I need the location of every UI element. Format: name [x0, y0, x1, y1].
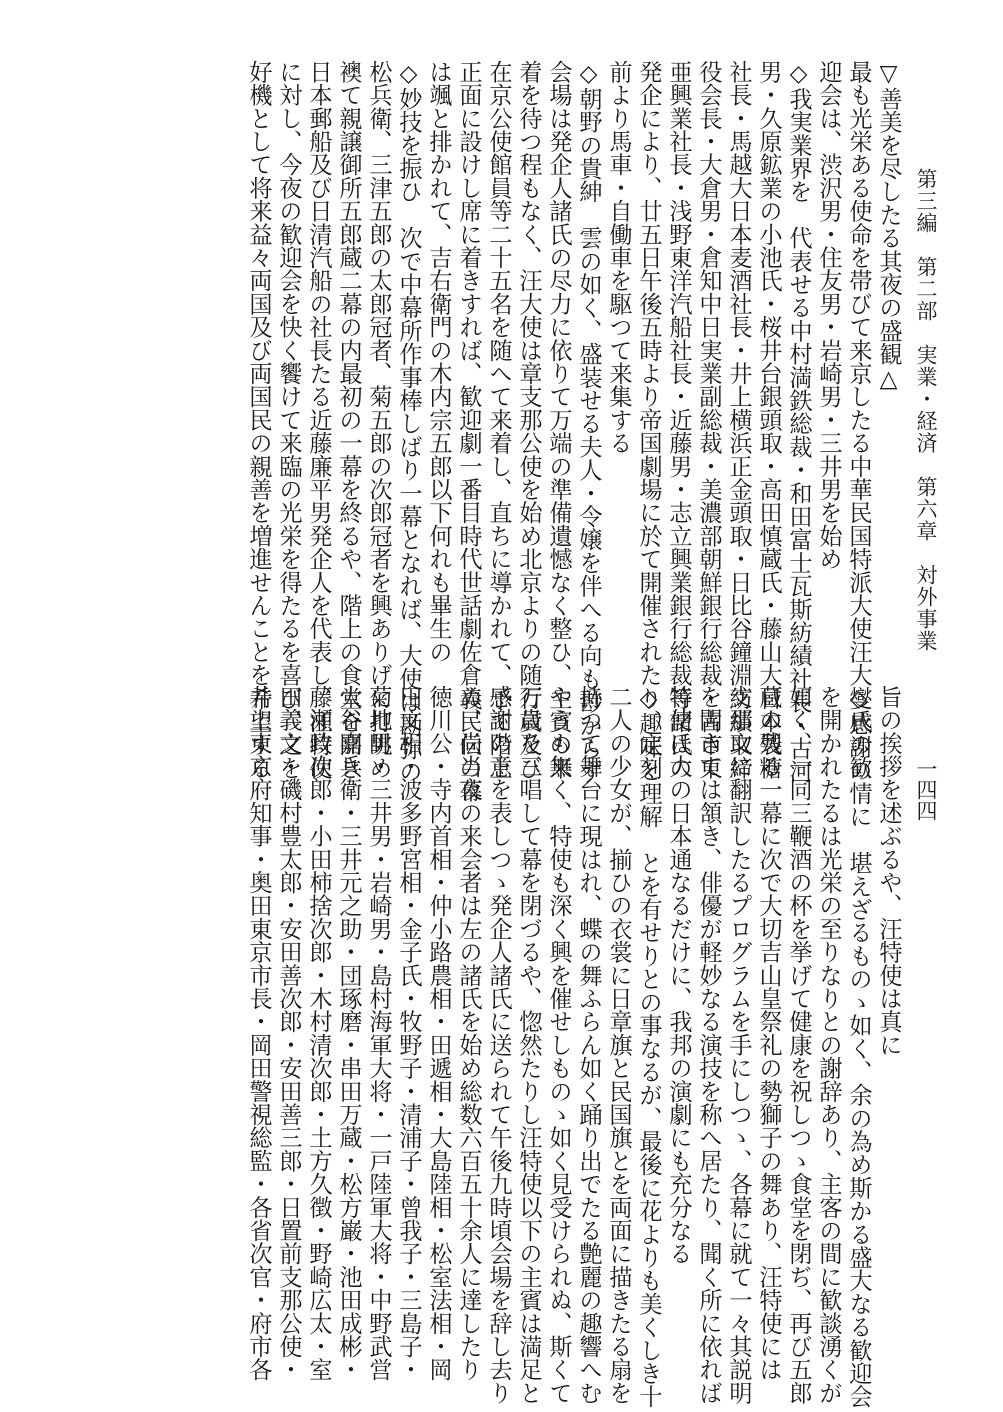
- upper-text-column: 発企により、廿五日午後五時より帝国劇場に於て開催されたり、定刻: [635, 60, 662, 780]
- lower-text-column: 田義文・磯村豊太郎・安田善次郎・安田善三郎・日置前支那公使・: [275, 685, 302, 1381]
- upper-text-column: ◇朝野の貴紳 雲の如く、盛装せる夫人・令嬢を伴へる向も尠からず: [575, 60, 602, 783]
- lower-text-column: 藤瀬政次郎・小田柿捨次郎・木村清次郎・土方久徴・野崎広太・室: [305, 685, 332, 1381]
- upper-text-column: 男・久原鉱業の小池氏・桜井台銀頭取・高田慎蔵氏・藤山大日本製糖: [755, 60, 782, 780]
- upper-text-column: 社長・馬越大日本麦酒社長・井上横浜正金頭取・日比谷鐘淵紡績取締: [725, 60, 752, 780]
- upper-text-column: ◇妙技を振ひ 次で中幕所作事棒しばり一幕となれば、大使は勘弥の: [395, 60, 422, 783]
- upper-text-column: 着を待つ程もなく、汪大使は章支那公使を始め北京よりの随行員及び: [515, 60, 542, 780]
- lower-text-column: ◇趣味と理解 とを有せりとの事なるが、最後に花よりも美くしき十: [635, 685, 662, 1408]
- lower-text-column: 持つて舞台に現はれ、蝶の舞ふらん如く踊り出でたる艶麗の趣響へむ: [575, 685, 602, 1405]
- lower-text-column: を聞きては頷き、俳優が軽妙なる演技を称へ居たり、聞く所に依れば: [695, 685, 722, 1405]
- lower-text-column: 田文相・波多野宮相・金子氏・牧野子・清浦子・曾我子・三島子・: [395, 685, 422, 1381]
- upper-text-column: 最も光栄ある使命を帯びて来京したる中華民国特派大使汪大燮氏の歓: [845, 60, 872, 780]
- lower-text-column: 蔵の残る一幕に次で大切吉山皇祭礼の勢獅子の舞あり、汪特使には: [755, 685, 782, 1381]
- lower-text-column: 旨の挨拶を述ぶるや、汪特使は真に: [875, 685, 902, 1057]
- lower-text-column: 大谷嘉兵衛・三井元之助・団琢磨・串田万蔵・松方巌・池田成彬・: [335, 685, 362, 1381]
- upper-text-column: 役会長・大倉男・倉知中日実業副総裁・美濃部朝鮮銀行総裁・古市東: [695, 60, 722, 780]
- lower-text-column: 万歳を三唱して幕を閉づるや、惚然たりし汪特使以下の主賓は満足と: [515, 685, 542, 1405]
- lower-text-block: [93, 685, 903, 1408]
- upper-text-column: 日本郵船及び日清汽船の社長たる近藤廉平男発企人を代表し、汪特使: [305, 60, 332, 780]
- lower-text-column: 如く、一同三鞭酒の杯を挙げて健康を祝しつゝ食堂を閉ぢ、再び五郎: [785, 685, 812, 1405]
- lower-text-column: やうも無く、特使も深く興を催せしものゝ如く見受けられぬ、斯くて: [545, 685, 572, 1405]
- lower-text-column: 徳川公・寺内首相・仲小路農相・田遞相・大島陸相・松室法相・岡: [425, 685, 452, 1381]
- upper-text-column: 松兵衛、三津五郎の太郎冠者、菊五郎の次郎冠者を興ありげに打眺め: [365, 60, 392, 780]
- upper-text-column: 会場は発企人諸氏の尽力に依りて万端の準備遺憾なく整ひ、主賓の来: [545, 60, 572, 780]
- lower-text-column: 特使は大の日本通なるだけに、我邦の演劇にも充分なる: [665, 685, 692, 1265]
- running-header: 第三編 第二部 実業・経済 第六章 対外事業: [914, 168, 938, 652]
- upper-text-column: ◇我実業界を 代表せる中村満鉄総裁・和田富士瓦斯紡績社長・古河: [785, 60, 812, 783]
- upper-text-column: 迎会は、渋沢男・住友男・岩崎男・三井男を始め: [815, 60, 842, 571]
- lower-text-column: 菊地男・三井男・岩崎男・島村海軍大将・一戸陸軍大将・中野武営: [365, 685, 392, 1381]
- lower-text-column: 支那文に翻訳したるプログラムを手にしつゝ、各幕に就て一々其説明: [725, 685, 752, 1405]
- lower-text-column: 感謝の意を表しつゝ発企人諸氏に送られて午後九時頃会場を辞し去り: [485, 685, 512, 1405]
- page-number: 一四四: [914, 758, 938, 821]
- lower-text-column: 二人の少女が、揃ひの衣裳に日章旗と民国旗とを両面に描きたる扇を: [605, 685, 632, 1405]
- upper-text-column: ▽善美を尽したる其夜の盛観△: [875, 60, 902, 393]
- upper-text-column: 在京公使館員等二十五名を随へて来着し、直ちに導かれて、予て階上: [485, 60, 512, 780]
- upper-text-column: 正面に設けし席に着きすれば、歓迎劇一番目時代世話劇佐倉義民伝の幕: [455, 60, 482, 803]
- upper-text-column: 襖て親譲御所五郎蔵二幕の内最初の一幕を終るや、階上の食堂を開き: [335, 60, 362, 780]
- upper-text-column: 好機として将来益々両国及び両国民の親善を増進せんことを希望する: [245, 60, 272, 780]
- upper-text-column: 前より馬車・自働車を駆つて来集する: [605, 60, 632, 455]
- lower-text-column: を開かれたるは光栄の至りなりとの謝辞あり、主客の間に歓談湧くが: [815, 685, 842, 1405]
- lower-text-column: 井上東京府知事・奥田東京市長・岡田警視総監・各省次官・府市各: [245, 685, 272, 1381]
- lower-text-column: ◇感謝の情に 堪えざるものゝ如く、余の為め斯かる盛大なる歓迎会: [845, 685, 872, 1408]
- lower-text-column: ぬ、尚当夜の来会者は左の諸氏を始め総数六百五十余人に達したり: [455, 685, 482, 1381]
- upper-text-column: に対し、今夜の歓迎会を快く饗けて来臨の光栄を得たるを喜び、之を: [275, 60, 302, 780]
- upper-text-block: [93, 60, 903, 803]
- upper-text-column: は颯と排かれて、吉右衛門の木内宗五郎以下何れも畢生の: [425, 60, 452, 664]
- upper-text-column: 亜興業社長・浅野東洋汽船社長・近藤男・志立興業銀行総裁等諸氏の: [665, 60, 692, 780]
